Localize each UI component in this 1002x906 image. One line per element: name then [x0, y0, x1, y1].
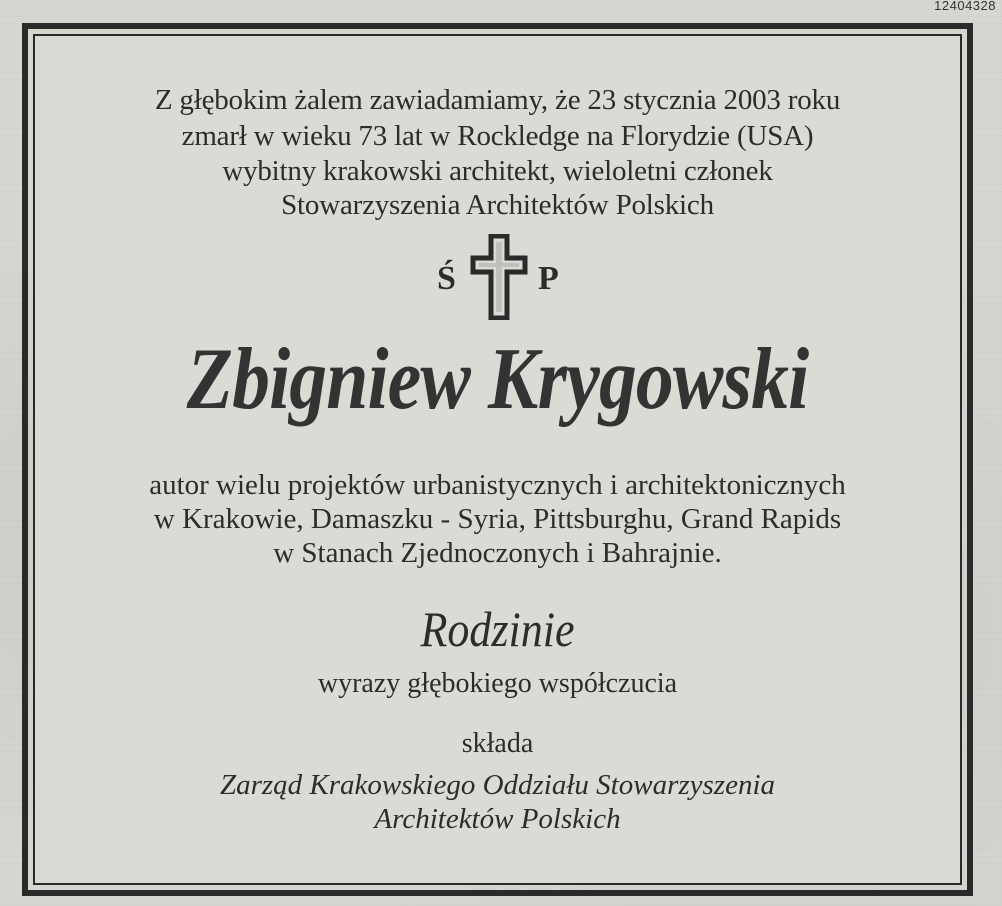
- bio-line-2: w Krakowie, Damaszku - Syria, Pittsburghu, Grand Rapids: [153, 503, 842, 535]
- obituary-notice: [33, 34, 962, 885]
- intro-line-4: Stowarzyszenia Architektów Polskich: [281, 189, 714, 221]
- signature-verb: składa: [461, 728, 534, 759]
- cross-icon: [469, 234, 529, 320]
- signer-line-2: Architektów Polskich: [374, 803, 621, 835]
- bio-line-3: w Stanach Zjednoczonych i Bahrajnie.: [273, 537, 722, 569]
- intro-line-3: wybitny krakowski architekt, wieloletni członek: [222, 155, 773, 187]
- condolences-text: wyrazy głębokiego współczucia: [317, 668, 678, 699]
- signer-line-1: Zarząd Krakowskiego Oddziału Stowarzyszenia: [219, 769, 776, 801]
- bio-line-1: autor wielu projektów urbanistycznych i architektonicznych: [149, 469, 846, 501]
- ad-reference-number: 12404328: [934, 0, 996, 13]
- deceased-name: Zbigniew Krygowski: [186, 331, 809, 428]
- memorial-symbol: [33, 234, 962, 324]
- symbol-letter-p: P: [538, 260, 559, 297]
- symbol-letter-s: Ś: [437, 260, 456, 297]
- intro-line-1: Z głębokim żalem zawiadamiamy, że 23 stycznia 2003 roku: [154, 84, 841, 116]
- family-heading: Rodzinie: [420, 601, 575, 657]
- intro-line-2: zmarł w wieku 73 lat w Rockledge na Florydzie (USA): [181, 120, 814, 152]
